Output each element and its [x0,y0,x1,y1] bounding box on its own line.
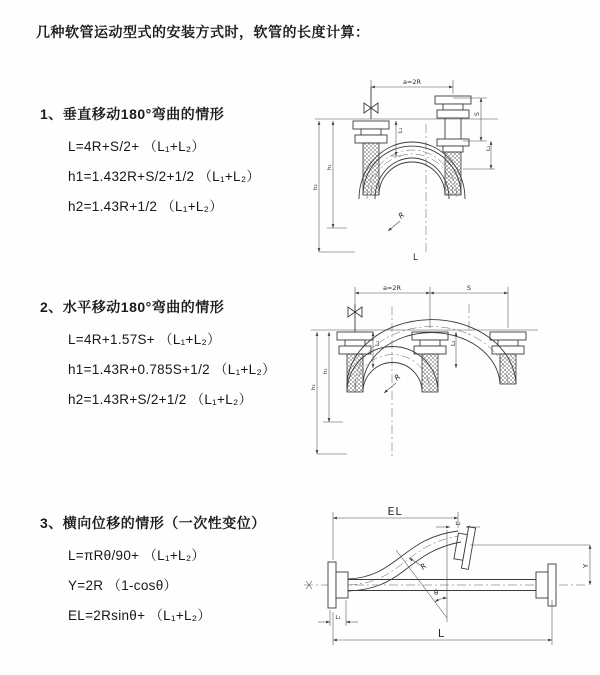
section-1-formula-h1: h1=1.432R+S/2+1/2 （L₁+L₂） [68,169,261,184]
top-flange-moved [453,525,476,569]
dim-l1 [318,600,358,626]
dim-label-l2: L₂ [455,521,461,527]
dim-label-l1: L₁ [335,615,341,621]
section-1-heading: 1、垂直移动180°弯曲的情形 [40,106,225,122]
dim-label-s: S [474,112,481,116]
valve-icon [348,304,362,332]
dim-l2 [451,332,457,368]
left-flange [353,121,389,195]
dim-label-l1: L₁ [375,340,381,346]
valve-icon [364,87,378,119]
dim-label-y: Y [582,563,590,568]
angle-construction [396,530,447,622]
section-3-formula-L: L=πRθ/90+ （L₁+L₂） [68,548,206,563]
diagram-lateral-displacement [298,500,600,660]
dim-label-l1: L₁ [398,127,404,133]
dim-el [333,505,461,560]
dim-label-a2r: a=2R [382,284,402,292]
diagram-horizontal-bend [303,276,598,471]
left-flange [328,562,348,608]
section-vertical-bend [40,104,320,214]
dim-label-a2r: a=2R [402,78,422,86]
dim-s [430,284,508,293]
dim-label-l2: L₂ [451,340,457,346]
dim-label-r: R [396,210,407,221]
section-2-formula-h2: h2=1.43R+S/2+1/2 （L₁+L₂） [68,392,253,407]
dim-label-r: R [392,372,403,383]
section-2-formula-L: L=4R+1.57S+ （L₁+L₂） [68,332,221,347]
section-horizontal-bend [40,297,320,407]
radius-leader [384,372,402,393]
dim-h2 [313,121,355,252]
right-flange-positions [435,96,471,195]
page-title: 几种软管运动型式的安装方式时，软管的长度计算： [36,24,370,40]
dim-label-l2: L₂ [486,145,492,151]
dim-label-length: L [437,627,445,640]
section-lateral-displacement [40,513,320,623]
section-3-heading: 3、横向位移的情形（一次性变位） [40,515,266,531]
dim-y [470,545,590,585]
dim-label-s: S [466,284,472,292]
dim-label-el: EL [387,505,403,518]
section-3-formula-EL: EL=2Rsinθ+ （L₁+L₂） [68,608,212,623]
dim-label-h2: h₂ [311,384,317,390]
dim-label-r: R [418,561,429,572]
dim-length [333,600,552,645]
dim-label-h2: h₂ [313,184,319,190]
dim-h1 [323,332,343,422]
section-1-formula-h2: h2=1.43R+1/2 （L₁+L₂） [68,199,224,214]
section-3-formula-Y: Y=2R （1-cosθ） [68,578,178,593]
dim-label-h1: h₁ [323,368,329,374]
section-2-formula-h1: h1=1.43R+0.785S+1/2 （L₁+L₂） [68,362,276,377]
radius-leader [388,210,406,231]
dim-label-length: L [413,253,418,263]
middle-flange [412,332,448,392]
angle-label-theta: θ [434,589,439,597]
right-flange-original [536,564,556,606]
dim-l1 [391,121,404,156]
dim-l2 [436,521,480,527]
diagram-vertical-bend [303,62,598,267]
dim-a-2r [355,284,508,328]
dim-h1 [327,121,347,228]
section-2-heading: 2、水平移动180°弯曲的情形 [40,299,225,315]
section-1-formula-L: L=4R+S/2+ （L₁+L₂） [68,139,206,154]
dim-label-h1: h₁ [327,164,333,170]
